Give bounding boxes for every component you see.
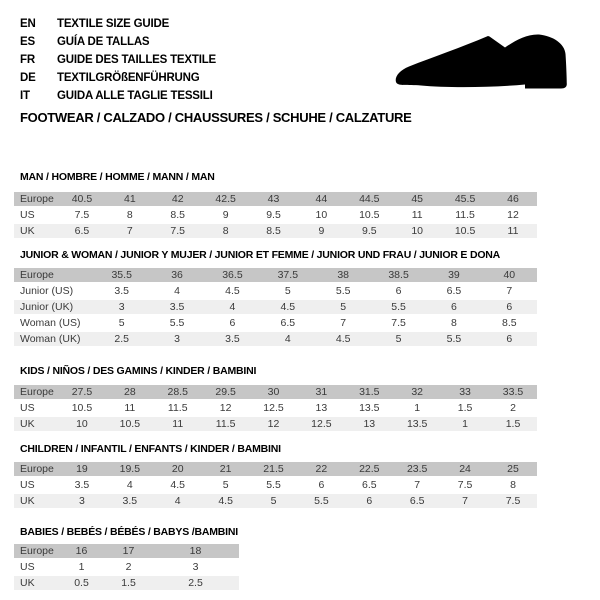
size-cell: 5 [94,316,149,332]
size-cell: 11.5 [441,208,489,224]
row-label: US [14,478,58,494]
size-cell: 5.5 [250,478,298,494]
size-cell: 5.5 [149,316,204,332]
size-table-row [14,560,239,576]
size-cell: 1.5 [489,417,537,431]
size-cell: 4.5 [205,284,260,300]
size-cell: 16 [58,544,105,560]
size-cell: 30 [250,385,298,401]
size-cell: 1.5 [105,576,152,590]
language-row [20,69,216,87]
size-cell: 39 [426,268,481,284]
language-title: TEXTILGRÖßENFÜHRUNG [57,72,200,84]
size-cell: 31 [297,385,345,401]
size-cell: 11 [489,224,537,238]
size-cell: 9 [297,224,345,238]
language-code: DE [20,72,36,84]
size-cell: 6.5 [426,284,481,300]
size-cell: 33.5 [489,385,537,401]
size-table-row [14,576,239,590]
size-table-junior-woman [14,268,537,346]
size-cell: 5 [316,300,371,316]
size-cell: 8 [202,224,250,238]
size-cell: 12 [489,208,537,224]
size-cell: 7 [316,316,371,332]
size-cell: 7 [393,478,441,494]
size-cell: 10 [393,224,441,238]
size-cell: 1 [441,417,489,431]
size-cell: 28 [106,385,154,401]
size-cell: 29.5 [202,385,250,401]
size-cell: 7.5 [441,478,489,494]
size-cell: 6 [345,494,393,508]
size-cell: 43 [250,192,298,208]
size-cell: 3 [149,332,204,346]
size-cell: 4.5 [202,494,250,508]
shoe-icon [393,28,573,94]
table-title-kids: KIDS / NIÑOS / DES GAMINS / KINDER / BAMBINI [20,365,257,377]
size-cell: 3.5 [106,494,154,508]
size-cell: 5.5 [297,494,345,508]
size-cell: 38 [316,268,371,284]
size-cell: 10 [58,417,106,431]
language-code: ES [20,36,35,48]
size-table-row [14,494,537,508]
size-cell: 35.5 [94,268,149,284]
size-cell: 8.5 [250,224,298,238]
size-cell: 13 [297,401,345,417]
size-cell: 3.5 [58,478,106,494]
size-cell: 6 [482,332,537,346]
size-cell: 4 [106,478,154,494]
size-cell: 33 [441,385,489,401]
size-cell: 25 [489,462,537,478]
size-cell: 12.5 [250,401,298,417]
size-cell: 20 [154,462,202,478]
size-cell: 6.5 [260,316,315,332]
language-code: IT [20,90,30,102]
size-table-header-row [14,385,537,401]
size-cell: 6 [371,284,426,300]
table-title-junior-woman: JUNIOR & WOMAN / JUNIOR Y MUJER / JUNIOR ET FEMME / JUNIOR UND FRAU / JUNIOR E DONA [20,249,501,261]
size-cell: 9.5 [345,224,393,238]
size-table-header-row [14,544,239,560]
size-cell: 7.5 [58,208,106,224]
size-cell: 23.5 [393,462,441,478]
size-table-children [14,462,537,508]
table-title-children: CHILDREN / INFANTIL / ENFANTS / KINDER / BAMBINI [20,443,281,455]
size-cell: 31.5 [345,385,393,401]
size-table-babies [14,544,239,590]
size-cell: 6.5 [58,224,106,238]
size-cell: 42 [154,192,202,208]
size-cell: 32 [393,385,441,401]
language-code: EN [20,18,36,30]
size-table-row [14,417,537,431]
size-cell: 45 [393,192,441,208]
size-cell: 8.5 [154,208,202,224]
language-legend [20,15,216,105]
language-title: GUÍA DE TALLAS [57,36,150,48]
row-label: Junior (UK) [14,300,94,316]
language-row [20,51,216,69]
size-cell: 7 [482,284,537,300]
size-cell: 4.5 [154,478,202,494]
size-cell: 46 [489,192,537,208]
size-cell: 5 [260,284,315,300]
size-cell: 2 [105,560,152,576]
size-cell: 4.5 [260,300,315,316]
size-cell: 2.5 [152,576,239,590]
size-cell: 1 [58,560,105,576]
size-cell: 19 [58,462,106,478]
size-cell: 36 [149,268,204,284]
size-cell: 7.5 [371,316,426,332]
size-cell: 36.5 [205,268,260,284]
size-table-row [14,332,537,346]
size-cell: 11.5 [154,401,202,417]
language-row [20,33,216,51]
size-cell: 40.5 [58,192,106,208]
size-cell: 10.5 [106,417,154,431]
size-table-header-row [14,268,537,284]
row-label: UK [14,224,58,238]
size-table-row [14,401,537,417]
size-cell: 5 [202,478,250,494]
size-cell: 10 [297,208,345,224]
language-row [20,15,216,33]
table-title-babies: BABIES / BEBÉS / BÉBÉS / BABYS /BAMBINI [20,526,238,538]
size-cell: 6 [482,300,537,316]
size-cell: 3 [94,300,149,316]
row-label: UK [14,417,58,431]
size-cell: 12 [250,417,298,431]
language-title: TEXTILE SIZE GUIDE [57,18,170,30]
size-cell: 2 [489,401,537,417]
size-cell: 8 [106,208,154,224]
size-cell: 44 [297,192,345,208]
row-label: Woman (US) [14,316,94,332]
size-cell: 8.5 [482,316,537,332]
language-code: FR [20,54,35,66]
row-label: US [14,401,58,417]
size-cell: 8 [426,316,481,332]
size-table-header-row [14,462,537,478]
size-cell: 1.5 [441,401,489,417]
size-cell: 9 [202,208,250,224]
size-cell: 21.5 [250,462,298,478]
size-table-row [14,284,537,300]
size-table-row [14,478,537,494]
size-cell: 19.5 [106,462,154,478]
size-cell: 4 [205,300,260,316]
row-label: Woman (UK) [14,332,94,346]
size-cell: 13 [345,417,393,431]
size-cell: 6 [205,316,260,332]
size-table-kids [14,385,537,431]
size-cell: 11.5 [202,417,250,431]
size-cell: 3.5 [205,332,260,346]
category-title: FOOTWEAR / CALZADO / CHAUSSURES / SCHUHE / CALZATURE [20,110,412,125]
row-label: Europe [14,385,58,401]
size-cell: 10.5 [58,401,106,417]
table-title-man: MAN / HOMBRE / HOMME / MANN / MAN [20,171,215,183]
size-cell: 5.5 [426,332,481,346]
row-label: UK [14,494,58,508]
size-cell: 28.5 [154,385,202,401]
size-cell: 17 [105,544,152,560]
size-cell: 44.5 [345,192,393,208]
row-label: Europe [14,268,94,284]
size-cell: 37.5 [260,268,315,284]
size-cell: 7 [106,224,154,238]
language-row [20,87,216,105]
size-table-row [14,224,537,238]
size-table-row [14,300,537,316]
size-table-man [14,192,537,238]
size-cell: 7.5 [154,224,202,238]
size-cell: 3.5 [94,284,149,300]
row-label: Junior (US) [14,284,94,300]
size-cell: 8 [489,478,537,494]
size-cell: 4 [154,494,202,508]
size-cell: 40 [482,268,537,284]
size-cell: 5.5 [316,284,371,300]
row-label: Europe [14,462,58,478]
language-title: GUIDE DES TAILLES TEXTILE [57,54,216,66]
size-cell: 45.5 [441,192,489,208]
size-cell: 4 [149,284,204,300]
size-cell: 41 [106,192,154,208]
size-cell: 42.5 [202,192,250,208]
size-cell: 12 [202,401,250,417]
size-cell: 0.5 [58,576,105,590]
size-cell: 4.5 [316,332,371,346]
size-cell: 18 [152,544,239,560]
size-table-row [14,316,537,332]
size-cell: 10.5 [345,208,393,224]
size-cell: 9.5 [250,208,298,224]
row-label: Europe [14,192,58,208]
size-cell: 6 [426,300,481,316]
size-cell: 21 [202,462,250,478]
size-cell: 22 [297,462,345,478]
size-cell: 11 [106,401,154,417]
size-cell: 12.5 [297,417,345,431]
size-cell: 5 [371,332,426,346]
size-cell: 1 [393,401,441,417]
size-cell: 6 [297,478,345,494]
row-label: Europe [14,544,58,560]
size-cell: 13.5 [345,401,393,417]
size-cell: 10.5 [441,224,489,238]
language-title: GUIDA ALLE TAGLIE TESSILI [57,90,213,102]
size-cell: 6.5 [345,478,393,494]
size-cell: 11 [393,208,441,224]
row-label: UK [14,576,58,590]
size-cell: 3.5 [149,300,204,316]
size-cell: 2.5 [94,332,149,346]
size-table-header-row [14,192,537,208]
row-label: US [14,208,58,224]
size-cell: 7 [441,494,489,508]
size-cell: 3 [152,560,239,576]
size-cell: 27.5 [58,385,106,401]
size-cell: 3 [58,494,106,508]
size-cell: 5.5 [371,300,426,316]
size-cell: 11 [154,417,202,431]
size-cell: 5 [250,494,298,508]
size-cell: 38.5 [371,268,426,284]
row-label: US [14,560,58,576]
size-cell: 4 [260,332,315,346]
size-cell: 6.5 [393,494,441,508]
size-cell: 7.5 [489,494,537,508]
size-cell: 24 [441,462,489,478]
size-table-row [14,208,537,224]
size-cell: 13.5 [393,417,441,431]
size-cell: 22.5 [345,462,393,478]
